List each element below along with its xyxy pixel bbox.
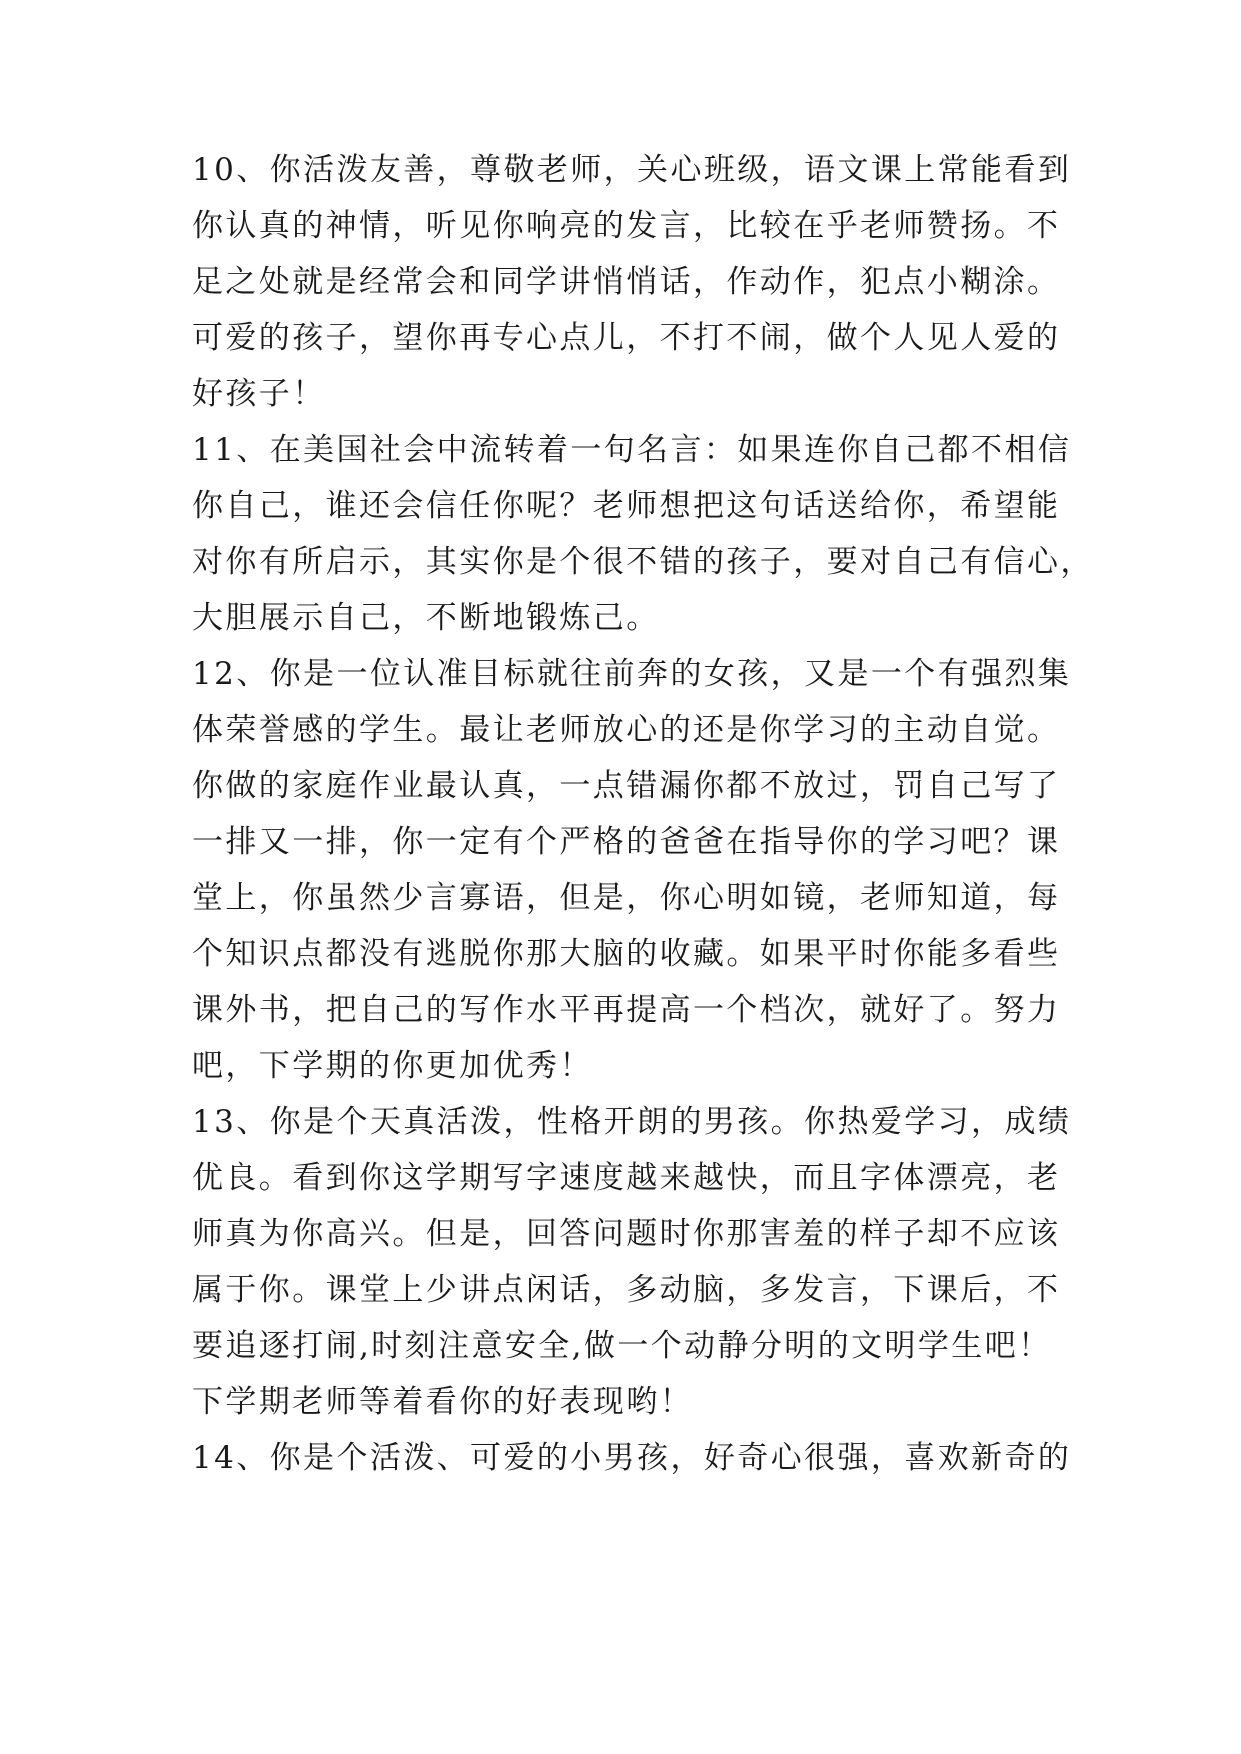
text-line: 你做的家庭作业最认真，一点错漏你都不放过，罚自己写了 <box>192 768 1061 804</box>
text-line: 个知识点都没有逃脱你那大脑的收藏。如果平时你能多看些 <box>192 936 1061 972</box>
text-line: 你认真的神情，听见你响亮的发言，比较在乎老师赞扬。不 <box>192 208 1061 244</box>
text-line: 你自己，谁还会信任你呢？老师想把这句话送给你，希望能 <box>192 488 1061 524</box>
text-line: 一排又一排，你一定有个严格的爸爸在指导你的学习吧？课 <box>192 824 1061 860</box>
text-line: 14、你是个活泼、可爱的小男孩，好奇心很强，喜欢新奇的 <box>192 1440 1072 1476</box>
text-line: 属于你。课堂上少讲点闲话，多动脑，多发言，下课后，不 <box>192 1272 1061 1308</box>
text-line: 足之处就是经常会和同学讲悄悄话，作动作，犯点小糊涂。 <box>192 264 1061 300</box>
text-line: 11、在美国社会中流转着一句名言：如果连你自己都不相信 <box>192 432 1072 468</box>
text-line: 优良。看到你这学期写字速度越来越快，而且字体漂亮，老 <box>192 1160 1061 1196</box>
text-line: 12、你是一位认准目标就往前奔的女孩，又是一个有强烈集 <box>192 656 1072 692</box>
text-line: 13、你是个天真活泼，性格开朗的男孩。你热爱学习，成绩 <box>192 1104 1072 1140</box>
text-line: 师真为你高兴。但是，回答问题时你那害羞的样子却不应该 <box>192 1216 1061 1252</box>
text-line: 下学期老师等着看你的好表现哟！ <box>192 1384 693 1420</box>
text-line: 堂上，你虽然少言寡语，但是，你心明如镜，老师知道，每 <box>192 880 1061 916</box>
text-line: 吧，下学期的你更加优秀！ <box>192 1048 593 1084</box>
text-line: 大胆展示自己，不断地锻炼己。 <box>192 600 660 636</box>
text-line: 要追逐打闹,时刻注意安全,做一个动静分明的文明学生吧！ <box>192 1328 1052 1364</box>
text-line: 可爱的孩子，望你再专心点儿，不打不闹，做个人见人爱的 <box>192 320 1061 356</box>
text-line: 对你有所启示，其实你是个很不错的孩子，要对自己有信心， <box>192 544 1094 580</box>
text-line: 体荣誉感的学生。最让老师放心的还是你学习的主动自觉。 <box>192 712 1061 748</box>
text-line: 10、你活泼友善，尊敬老师，关心班级，语文课上常能看到 <box>192 152 1072 188</box>
text-line: 课外书，把自己的写作水平再提高一个档次，就好了。努力 <box>192 992 1061 1028</box>
text-line: 好孩子！ <box>192 376 326 412</box>
